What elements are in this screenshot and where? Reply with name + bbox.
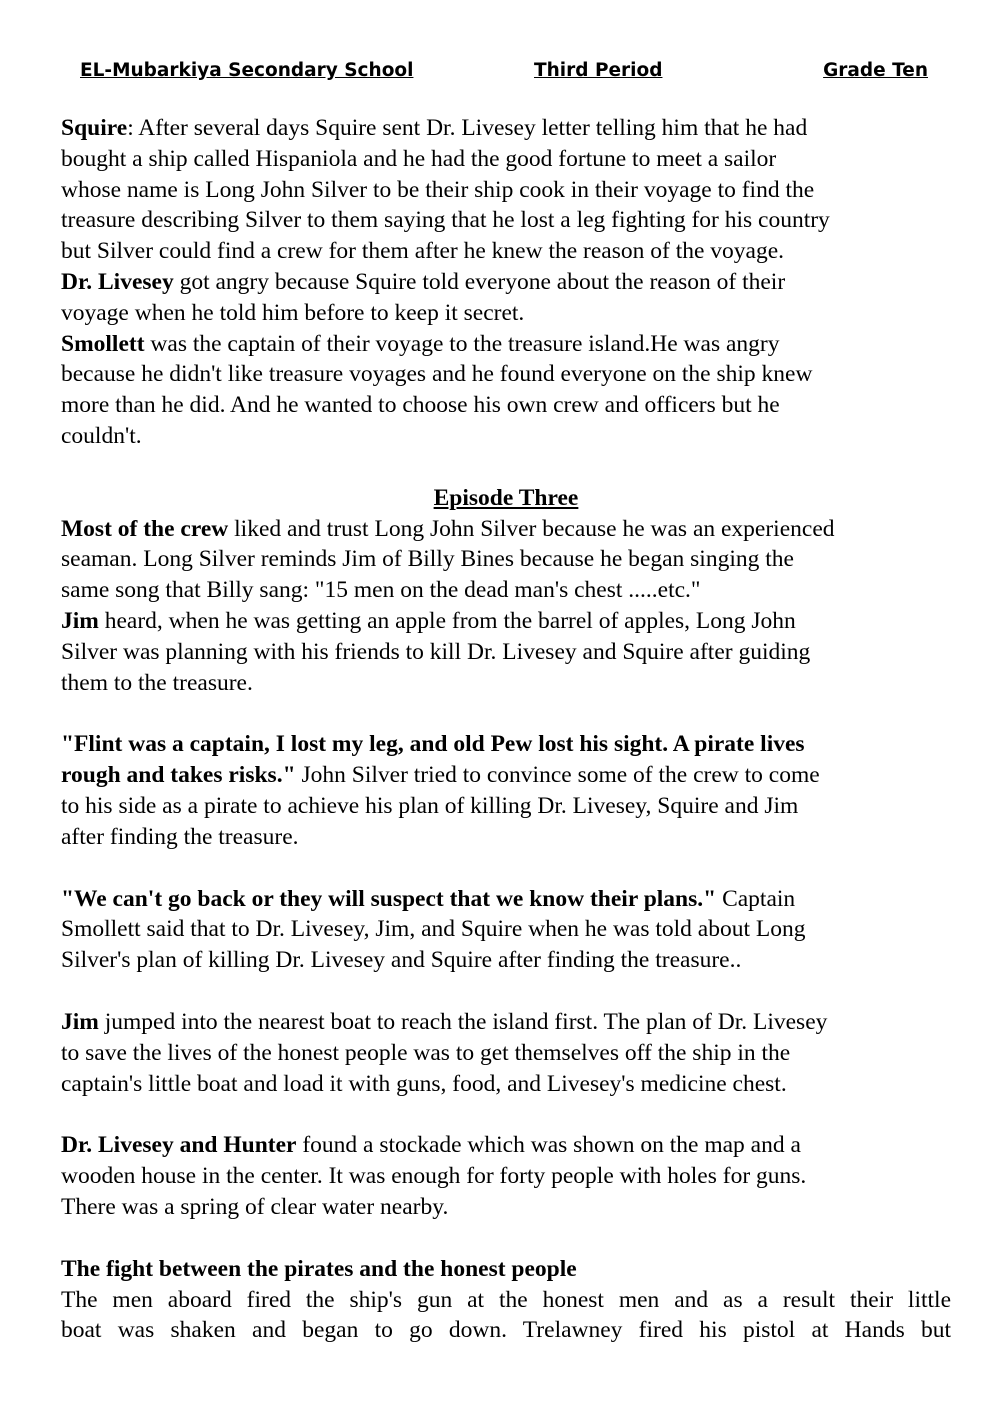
term-jim-2: Jim: [61, 1008, 99, 1035]
term-crew: Most of the crew: [61, 515, 229, 542]
paragraph-crew: Most of the crew liked and trust Long John Silver because he was an experienced seaman. Long Silver reminds Jim of Billy Bines because he began singing the same song that Billy sang: "15 men on the dead man's chest .....etc.": [61, 515, 835, 604]
paragraph-jim-boat: Jim jumped into the nearest boat to reach the island first. The plan of Dr. Livesey to save the lives of the honest people was to get themselves off the ship in the captain's little boat and load it with guns, food, and Livesey's medicine chest.: [61, 1008, 828, 1097]
term-livesey: Dr. Livesey: [61, 268, 174, 295]
document-body: [61, 113, 951, 1346]
grade-label: Grade Ten: [823, 60, 928, 81]
fight-line-1: The men aboard fired the ship's gun at the honest men and as a result their little: [61, 1286, 951, 1313]
paragraph-cant-go-back: "We can't go back or they will suspect that we know their plans." Captain Smollett said that to Dr. Livesey, Jim, and Squire when he was told about Long Silver's plan of killing Dr. Livesey and Squire after finding the treasure..: [61, 885, 806, 974]
paragraph-squire: Squire: After several days Squire sent Dr. Livesey letter telling him that he had bought a ship called Hispaniola and he had the good fortune to meet a sailor whose name is Long John Silver to be their ship cook in their voyage to find the treasure describing Silver to them saying that he lost a leg fighting for his country but Silver could find a crew for them after he knew the reason of the voyage.: [61, 115, 830, 265]
paragraph-livesey: Dr. Livesey got angry because Squire told everyone about the reason of their voyage when he told him before to keep it secret.: [61, 268, 786, 326]
fight-heading: The fight between the pirates and the honest people: [61, 1255, 577, 1282]
episode-title: Episode Three: [433, 484, 579, 511]
term-livesey-hunter: Dr. Livesey and Hunter: [61, 1132, 297, 1159]
quote-flint-2: rough and takes risks.": [61, 762, 296, 789]
page-header: [80, 60, 928, 90]
quote-cant-go-back: "We can't go back or they will suspect that we know their plans.": [61, 885, 717, 912]
paragraph-flint-quote: "Flint was a captain, I lost my leg, and old Pew lost his sight. A pirate lives rough and takes risks." John Silver tried to convince some of the crew to come to his side as a pirate to achieve his plan of killing Dr. Livesey, Squire and Jim after finding the treasure.: [61, 731, 820, 850]
term-squire: Squire: [61, 115, 128, 141]
paragraph-smollett: Smollett was the captain of their voyage to the treasure island.He was angry because he didn't like treasure voyages and he found everyone on the ship knew more than he did. And he wanted to choose his own crew and officers but he couldn't.: [61, 330, 813, 449]
paragraph-jim-apple: Jim heard, when he was getting an apple from the barrel of apples, Long John Silver was planning with his friends to kill Dr. Livesey and Squire after guiding them to the treasure.: [61, 607, 811, 696]
paragraph-stockade: Dr. Livesey and Hunter found a stockade which was shown on the map and a wooden house in the center. It was enough for forty people with holes for guns. There was a spring of clear water nearby.: [61, 1132, 807, 1220]
term-smollett: Smollett: [61, 330, 145, 357]
quote-flint-1: "Flint was a captain, I lost my leg, and old Pew lost his sight. A pirate lives: [61, 731, 805, 758]
term-jim: Jim: [61, 607, 99, 634]
fight-line-2: boat was shaken and began to go down. Trelawney fired his pistol at Hands but: [61, 1317, 951, 1344]
period-label: Third Period: [534, 60, 663, 81]
school-name: EL-Mubarkiya Secondary School: [80, 60, 414, 81]
